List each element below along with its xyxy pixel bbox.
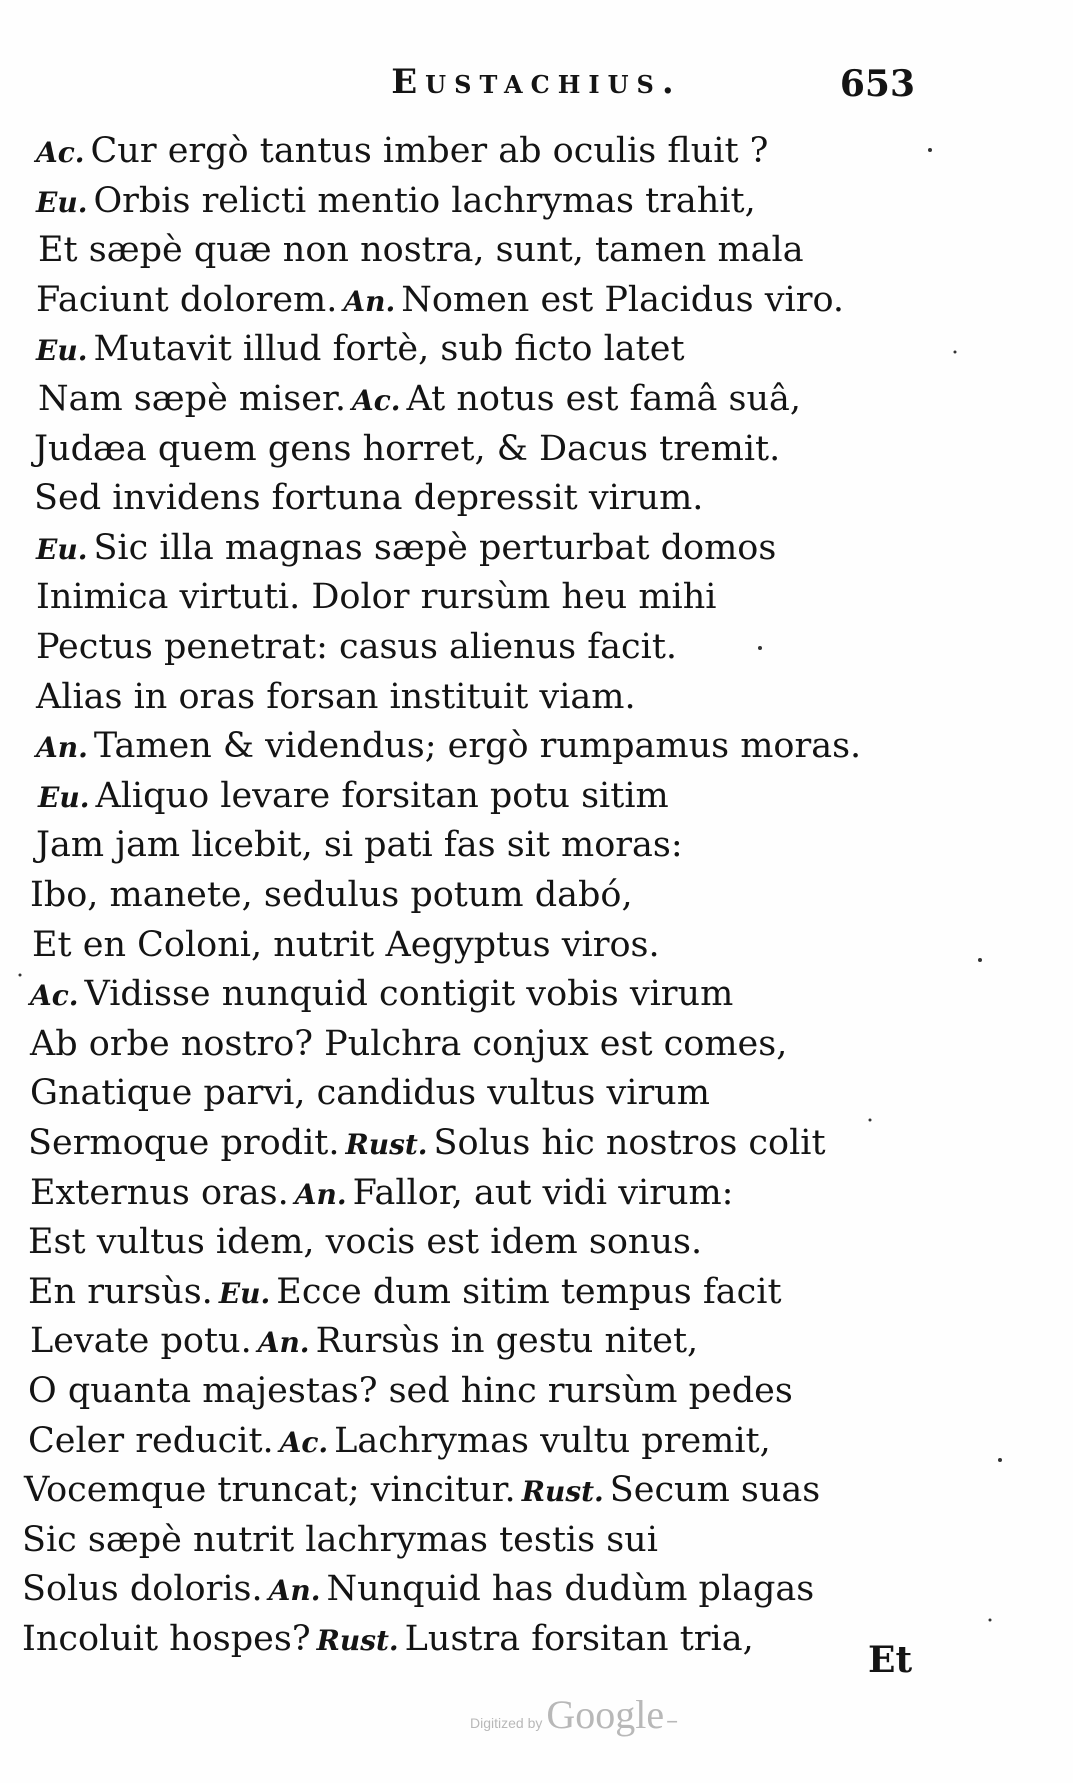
verse-line xyxy=(34,424,786,474)
verse-text: Vocemque truncat; vincitur. xyxy=(24,1470,516,1511)
verse-line xyxy=(36,572,722,622)
verse-line xyxy=(34,473,709,523)
verse-line xyxy=(22,1614,760,1664)
verse-line xyxy=(22,1515,664,1565)
verse-text: Externus oras. xyxy=(30,1172,289,1213)
watermark-prefix: Digitized by xyxy=(470,1715,543,1731)
verse-text: En rursùs. xyxy=(28,1271,213,1312)
catchword: Et xyxy=(868,1639,913,1681)
watermark-dash: – xyxy=(666,1706,679,1734)
verse-text: Solus doloris. xyxy=(22,1569,263,1610)
verse-line xyxy=(28,1366,799,1416)
verse-line xyxy=(32,920,666,970)
speaker-tag: Ac. xyxy=(351,384,401,417)
verse-text: Incoluit hospes? xyxy=(22,1619,311,1659)
verse-text: Jam jam licebit, si pati fas sit moras: xyxy=(36,825,683,866)
verse-text: Aliquo levare forsitan potu sitim xyxy=(95,775,669,816)
verse-text: Lachrymas vultu premit, xyxy=(334,1420,771,1461)
verse-text: Judæa quem gens horret, & Dacus tremit. xyxy=(34,428,781,469)
verse-text: Faciunt dolorem. xyxy=(36,279,338,320)
verse-line xyxy=(30,1316,704,1366)
speaker-tag: Eu. xyxy=(36,334,88,368)
verse-line xyxy=(36,176,762,226)
speaker-tag: Eu. xyxy=(218,1276,271,1310)
verse-line xyxy=(38,225,810,275)
verse-line xyxy=(30,1168,739,1218)
verse-line xyxy=(22,1564,820,1614)
verse-text: Secum suas xyxy=(609,1470,821,1511)
verse-line xyxy=(36,622,683,672)
verse-line xyxy=(28,1267,788,1317)
speaker-tag: An. xyxy=(36,731,88,765)
verse-text: Est vultus idem, vocis est idem sonus. xyxy=(28,1222,703,1263)
speaker-tag: Rust. xyxy=(345,1128,428,1161)
verse-text: Vidisse nunquid contigit vobis virum xyxy=(84,974,734,1015)
speaker-tag: Ac. xyxy=(279,1425,329,1459)
verse-line xyxy=(30,870,639,920)
verse-line xyxy=(36,126,774,176)
verse-text: Ibo, manete, sedulus potum dabó, xyxy=(30,875,633,915)
verse-line xyxy=(38,771,675,821)
verse-text: Pectus penetrat: casus alienus facit. xyxy=(36,627,678,667)
verse-line xyxy=(30,1068,716,1118)
verse-text: Et sæpè quæ non nostra, sunt, tamen mala xyxy=(38,230,804,271)
verse-line xyxy=(36,275,850,325)
running-title: Eustachius. xyxy=(391,62,682,102)
verse-text: Tamen & videndus; ergò rumpamus moras. xyxy=(93,726,862,767)
verse-text: Inimica virtuti. Dolor rursùm heu mihi xyxy=(36,577,717,618)
verse-line xyxy=(28,1416,777,1466)
speaker-tag: Eu. xyxy=(36,532,88,566)
speaker-tag: Rust. xyxy=(521,1475,604,1509)
verse-text: Gnatique parvi, candidus vultus virum xyxy=(30,1073,710,1114)
verse-line xyxy=(36,672,642,722)
watermark-brand: Google xyxy=(546,1692,665,1737)
verse-text: Celer reducit. xyxy=(28,1420,274,1461)
verse-text: Nam sæpè miser. xyxy=(38,379,346,419)
verse-line xyxy=(24,1465,826,1515)
verse-text: At notus est famâ suâ, xyxy=(406,379,802,419)
verse-text: Orbis relicti mentio lachrymas trahit, xyxy=(93,180,756,221)
verse-text: Nunquid has dudùm plagas xyxy=(326,1569,815,1610)
speaker-tag: Eu. xyxy=(38,780,90,814)
verse-text: Et en Coloni, nutrit Aegyptus viros. xyxy=(32,924,660,965)
verse-text: Sic illa magnas sæpè perturbat domos xyxy=(93,527,777,568)
verse-line xyxy=(36,324,691,374)
verse-text: O quanta majestas? sed hinc rursùm pedes xyxy=(28,1371,793,1411)
speaker-tag: Rust. xyxy=(316,1624,399,1657)
verse-text: Levate potu. xyxy=(30,1321,252,1362)
page-number: 653 xyxy=(839,63,915,105)
verse-text: Rursùs in gestu nitet, xyxy=(315,1321,699,1362)
verse-text: Sed invidens fortuna depressit virum. xyxy=(34,478,704,519)
verse-text: Sermoque prodit. xyxy=(28,1123,340,1163)
verse-text: Ab orbe nostro? Pulchra conjux est comes, xyxy=(30,1023,788,1064)
speaker-tag: An. xyxy=(268,1574,321,1608)
verse-text: Ecce dum sitim tempus facit xyxy=(276,1271,782,1312)
verse-text: Nomen est Placidus viro. xyxy=(401,279,845,320)
verse-text: Solus hic nostros colit xyxy=(433,1123,826,1163)
verse-text: Cur ergò tantus imber ab oculis fluit ? xyxy=(90,131,769,171)
speaker-tag: An. xyxy=(257,1326,310,1360)
verse-line xyxy=(28,1118,832,1168)
verse-line xyxy=(30,1019,793,1069)
speaker-tag: Ac. xyxy=(36,136,85,169)
speaker-tag: An. xyxy=(343,284,396,318)
speaker-tag: Ac. xyxy=(30,979,79,1013)
speaker-tag: An. xyxy=(294,1177,347,1211)
verse-line xyxy=(36,523,782,573)
verse-line xyxy=(38,374,807,424)
speaker-tag: Eu. xyxy=(36,185,88,219)
digitized-watermark xyxy=(470,1690,678,1748)
verse-line xyxy=(36,721,867,771)
verse-text: Sic sæpè nutrit lachrymas testis sui xyxy=(22,1519,658,1560)
verse-text: Lustra forsitan tria, xyxy=(404,1619,754,1659)
verse-text: Mutavit illud fortè, sub ficto latet xyxy=(93,329,685,370)
verse-line xyxy=(30,969,739,1019)
verse-line xyxy=(28,1217,708,1267)
verse-line xyxy=(36,820,689,870)
verse-text: Alias in oras forsan instituit viam. xyxy=(36,676,636,717)
verse-text: Fallor, aut vidi virum: xyxy=(352,1172,734,1213)
